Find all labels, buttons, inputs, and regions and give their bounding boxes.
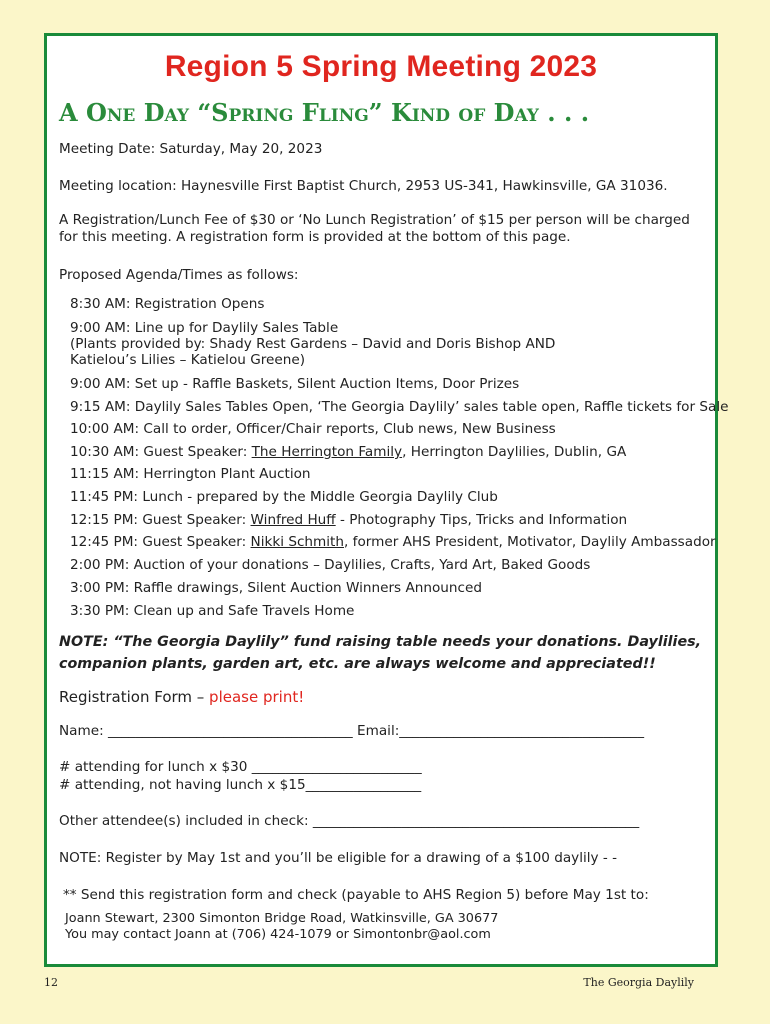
please-print-label: please print! — [209, 688, 305, 706]
agenda-item-rest: - Photography Tips, Tricks and Information — [335, 512, 628, 528]
agenda-time-label: 12:15 PM: Guest Speaker: — [70, 512, 251, 528]
agenda-item-detail: Katielou’s Lilies – Katielou Greene) — [70, 352, 306, 368]
agenda-item: 10:00 AM: Call to order, Officer/Chair reports, Club news, New Business — [70, 421, 556, 437]
page-frame — [44, 33, 729, 967]
agenda-item: 9:00 AM: Set up - Raffle Baskets, Silent Auction Items, Door Prizes — [70, 376, 520, 392]
page-subtitle: A One Day “Spring Fling” Kind of Day . . . — [59, 98, 590, 127]
registration-fee: A Registration/Lunch Fee of $30 or ‘No Lunch Registration’ of $15 per person will be charged for this meeting. A registration form is provided at the bottom of this page. — [59, 212, 690, 245]
agenda-item-detail: (Plants provided by: Shady Rest Gardens – David and Doris Bishop AND — [70, 336, 556, 352]
mailing-address: Joann Stewart, 2300 Simonton Bridge Road, Watkinsville, GA 30677 — [65, 911, 499, 926]
lunch-count-field[interactable]: # attending for lunch x $30 _________________________ — [59, 759, 422, 775]
agenda-item: 2:00 PM: Auction of your donations – Daylilies, Crafts, Yard Art, Baked Goods — [70, 557, 591, 573]
agenda-item: 3:00 PM: Raffle drawings, Silent Auction Winners Announced — [70, 580, 483, 596]
agenda-item: 11:15 AM: Herrington Plant Auction — [70, 466, 311, 482]
speaker-link-huff[interactable]: Winfred Huff — [250, 512, 336, 528]
agenda-item: 3:30 PM: Clean up and Safe Travels Home — [70, 603, 355, 619]
agenda-item: 9:15 AM: Daylily Sales Tables Open, ‘The Georgia Daylily’ sales table open, Raffle tickets for Sale — [70, 399, 729, 415]
name-email-field[interactable]: Name: ____________________________________ Email:____________________________________ — [59, 723, 644, 739]
agenda-intro: Proposed Agenda/Times as follows: — [59, 267, 299, 283]
agenda-item: 11:45 PM: Lunch - prepared by the Middle Georgia Daylily Club — [70, 489, 498, 505]
page-title: Region 5 Spring Meeting 2023 — [164, 50, 598, 83]
no-lunch-count-field[interactable]: # attending, not having lunch x $15_________________ — [59, 777, 422, 793]
registration-heading — [59, 688, 304, 706]
agenda-item — [70, 444, 626, 460]
send-instructions: ** Send this registration form and check (payable to AHS Region 5) before May 1st to: — [63, 887, 649, 903]
publication-name: The Georgia Daylily — [583, 976, 694, 989]
agenda-time-label: 12:45 PM: Guest Speaker: — [70, 534, 251, 550]
meeting-location: Meeting location: Haynesville First Baptist Church, 2953 US-341, Hawkinsville, GA 31036. — [59, 178, 668, 194]
agenda-item — [70, 512, 627, 528]
agenda-item-rest: , former AHS President, Motivator, Daylily Ambassador — [344, 534, 716, 550]
agenda-item: 9:00 AM: Line up for Daylily Sales Table — [70, 320, 339, 336]
page-number: 12 — [44, 976, 58, 989]
other-attendees-field[interactable]: Other attendee(s) included in check: ________________________________________________ — [59, 813, 640, 829]
agenda-item: 8:30 AM: Registration Opens — [70, 296, 265, 312]
contact-info: You may contact Joann at (706) 424-1079 or Simontonbr@aol.com — [65, 927, 491, 942]
meeting-date: Meeting Date: Saturday, May 20, 2023 — [59, 141, 323, 157]
agenda-item — [70, 534, 716, 550]
agenda-time-label: 10:30 AM: Guest Speaker: — [70, 444, 252, 460]
speaker-link-herrington[interactable]: The Herrington Family — [251, 444, 403, 460]
registration-heading-text: Registration Form – — [59, 688, 210, 706]
register-by-note: NOTE: Register by May 1st and you’ll be eligible for a drawing of a $100 daylily - - — [59, 850, 618, 866]
donation-note: NOTE: “The Georgia Daylily” fund raising table needs your donations. Daylilies, companion plants, garden art, etc. are always welcome and appreciated!! — [59, 634, 702, 672]
agenda-item-rest: , Herrington Daylilies, Dublin, GA — [402, 444, 627, 460]
speaker-link-schmith[interactable]: Nikki Schmith — [250, 534, 345, 550]
